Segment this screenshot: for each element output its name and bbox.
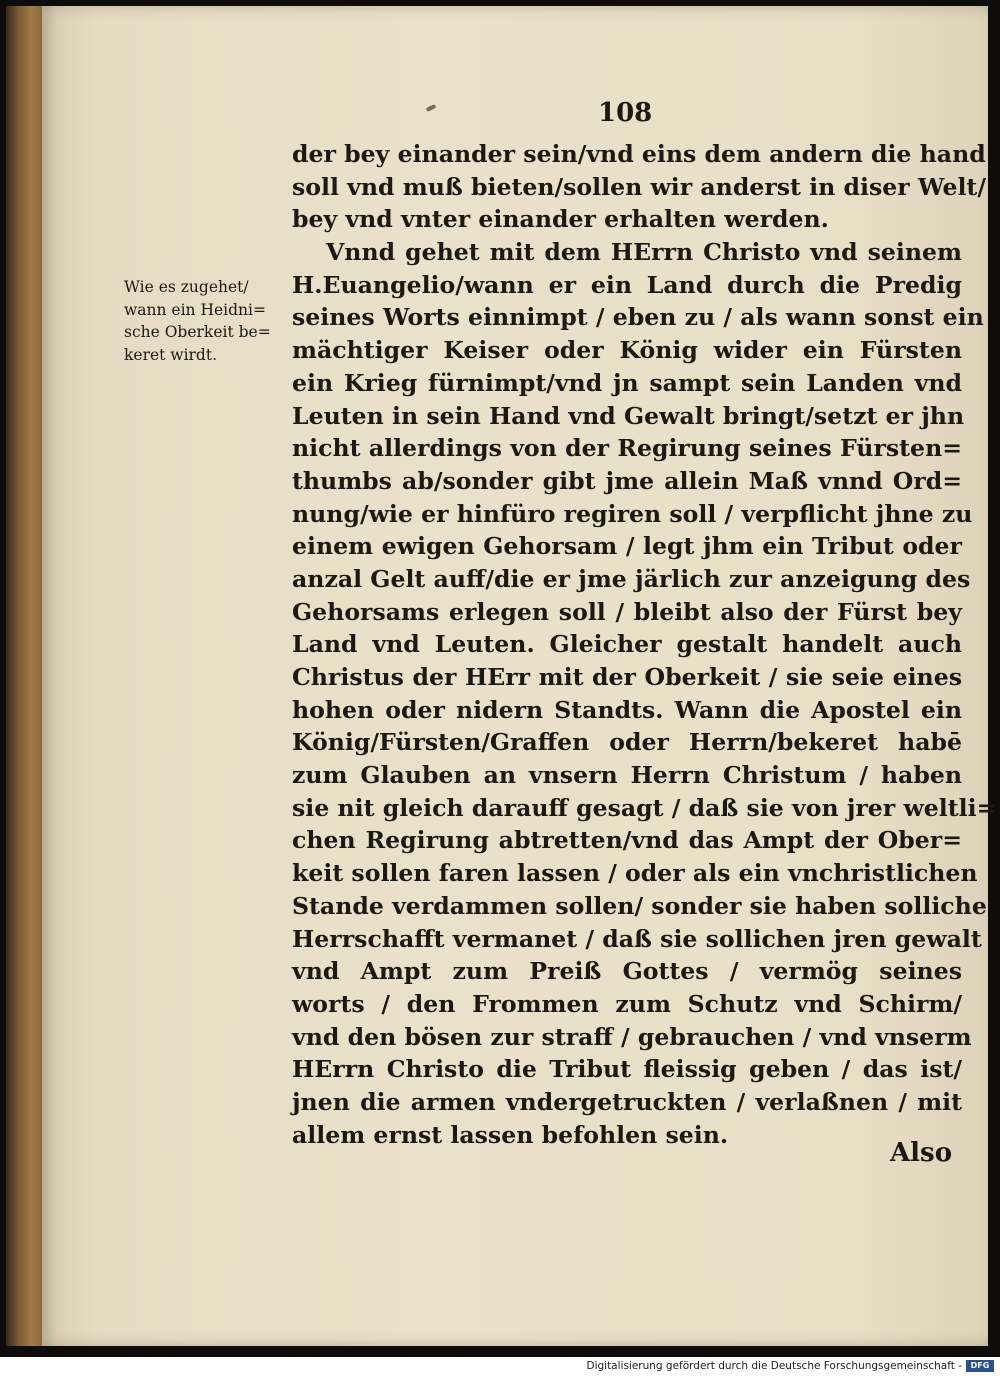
text-line: bey vnd vnter einander erhalten werden. xyxy=(292,205,829,234)
page-number: 108 xyxy=(598,98,653,128)
text-line: nung/wie er hinfüro regiren soll / verpflicht jhne zu xyxy=(292,499,973,528)
body-text xyxy=(292,138,997,1151)
marginal-note-line: Wie es zugehet/ xyxy=(124,278,249,296)
book-page xyxy=(42,6,997,1346)
text-line: sie nit gleich darauff gesagt / daß sie von jrer weltli= xyxy=(292,793,997,822)
text-line: nicht allerdings von der Regirung seines Fürsten= xyxy=(292,434,962,463)
marginal-note xyxy=(124,276,284,367)
marginal-note-line: wann ein Heidni= xyxy=(124,300,266,319)
text-line: mächtiger Keiser oder König wider ein Fürsten xyxy=(292,336,962,365)
marginal-note-line: sche Oberkeit be= xyxy=(124,323,271,342)
book-edge xyxy=(6,6,42,1346)
marginal-note-line: keret wirdt. xyxy=(124,346,218,365)
text-line: Vnnd gehet mit dem HErrn Christo vnd seinem xyxy=(326,238,962,267)
text-line: vnd den bösen zur straff / gebrauchen / vnd vnserm xyxy=(292,1022,972,1051)
text-line: HErrn Christo die Tribut fleissig geben / das ist/ xyxy=(292,1055,962,1084)
text-line: keit sollen faren lassen / oder als ein vnchristlichen xyxy=(292,859,978,888)
text-line: der bey einander sein/vnd eins dem andern die hand xyxy=(292,140,986,168)
text-line: Stande verdammen sollen/ sonder sie haben solliche xyxy=(292,891,987,920)
dfg-logo: DFG xyxy=(966,1360,994,1372)
text-line: einem ewigen Gehorsam / legt jhm ein Tribut oder xyxy=(292,532,962,561)
text-line: H.Euangelio/wann er ein Land durch die Predig xyxy=(292,270,962,299)
text-line: Christus der HErr mit der Oberkeit / sie seie eines xyxy=(292,663,962,691)
text-line: allem ernst lassen befohlen sein. xyxy=(292,1120,729,1149)
text-line: Herrschafft vermanet / daß sie sollichen jren gewalt xyxy=(292,924,982,953)
text-line: ein Krieg fürnimpt/vnd jn sampt sein Landen vnd xyxy=(292,368,962,397)
text-line: seines Worts einnimpt / eben zu / als wann sonst ein xyxy=(292,303,984,332)
text-line: zum Glauben an vnsern Herrn Christum / haben xyxy=(292,761,962,790)
text-line: Gehorsams erlegen soll / bleibt also der Fürst bey xyxy=(292,597,962,626)
text-line: anzal Gelt auff/die er jme järlich zur anzeigung des xyxy=(292,564,971,593)
catchword: Also xyxy=(890,1138,953,1168)
text-line: Leuten in sein Hand vnd Gewalt bringt/setzt er jhn xyxy=(292,401,965,430)
text-line: König/Fürsten/Graffen oder Herrn/bekeret habē xyxy=(292,728,962,757)
text-line: jnen die armen vndergetruckten / verlaßnen / mit xyxy=(292,1087,962,1116)
text-line: worts / den Frommen zum Schutz vnd Schirm/ xyxy=(292,989,962,1018)
footer xyxy=(0,1357,1000,1376)
text-line: soll vnd muß bieten/sollen wir anderst in diser Welt/ xyxy=(292,172,986,201)
footer-credit: Digitalisierung gefördert durch die Deutsche Forschungsgemeinschaft - xyxy=(586,1360,962,1372)
text-line: vnd Ampt zum Preiß Gottes / vermög seines xyxy=(292,957,962,986)
text-line: hohen oder nidern Standts. Wann die Apostel ein xyxy=(292,695,962,724)
text-line: thumbs ab/sonder gibt jme allein Maß vnnd Ord= xyxy=(292,466,962,495)
ink-speck xyxy=(426,104,437,112)
text-line: chen Regirung abtretten/vnd das Ampt der Ober= xyxy=(292,826,962,855)
text-line: Land vnd Leuten. Gleicher gestalt handelt auch xyxy=(292,630,962,659)
